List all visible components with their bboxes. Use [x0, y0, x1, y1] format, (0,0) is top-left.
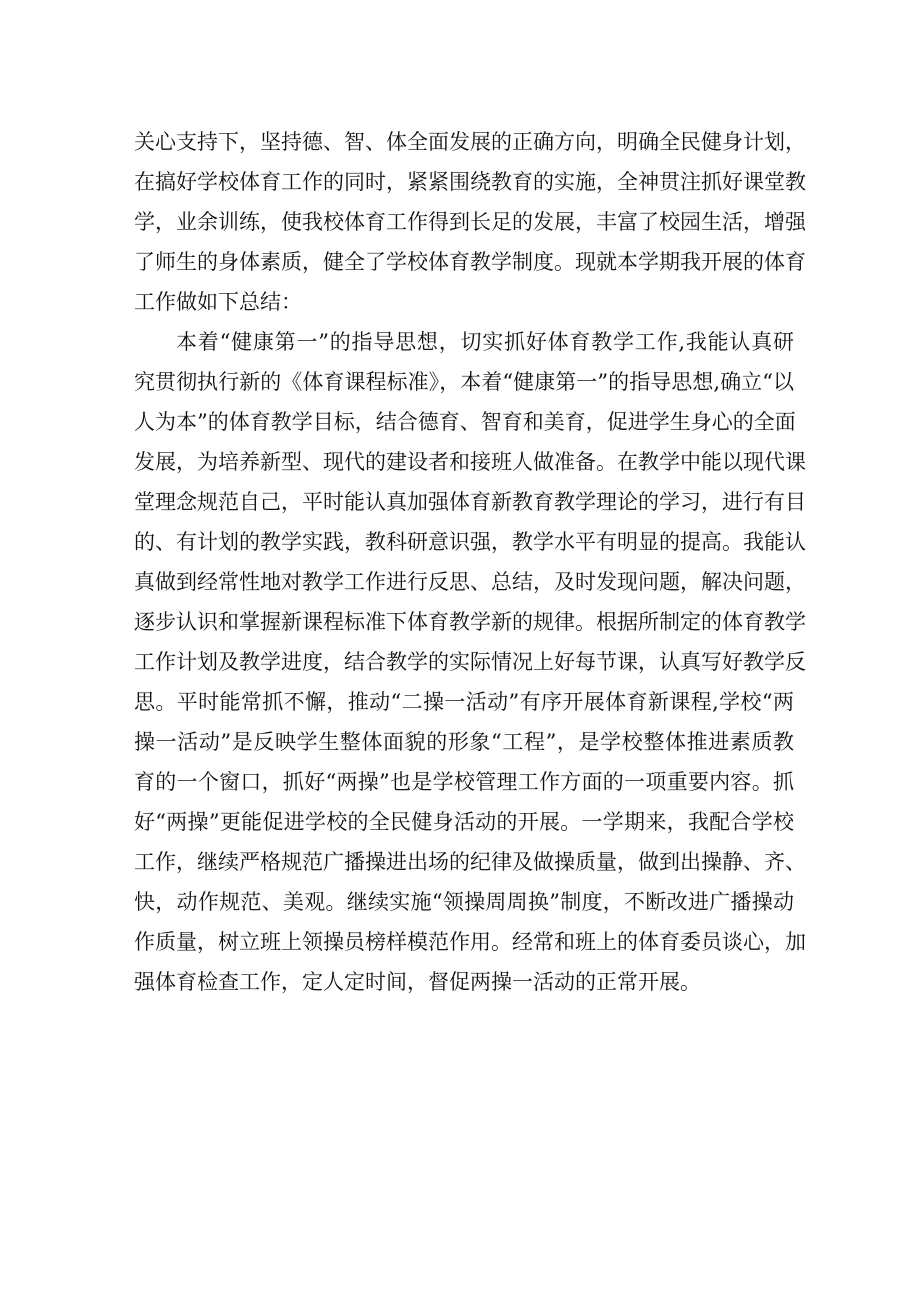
text-line: 人为本”的体育教学目标，结合德育、智育和美育，促进学生身心的全面	[134, 410, 796, 434]
text-line: 作质量，树立班上领操员榜样模范作用。经常和班上的体育委员谈心，加	[134, 930, 806, 954]
text-line: 强体育检查工作，定人定时间，督促两操一活动的正常开展。	[134, 970, 701, 994]
document-body	[134, 122, 806, 1002]
text-line: 快，动作规范、美观。继续实施“领操周周换”制度，不断改进广播操动	[134, 890, 794, 914]
text-line: 操一活动”是反映学生整体面貌的形象“工程”，是学校整体推进素质教	[134, 730, 794, 754]
text-line: 工作做如下总结：	[134, 290, 302, 314]
text-line: 发展，为培养新型、现代的建设者和接班人做准备。在教学中能以现代课	[134, 450, 806, 474]
text-line: 了师生的身体素质，健全了学校体育教学制度。现就本学期我开展的体育	[134, 250, 806, 274]
paragraph-2	[134, 322, 806, 1002]
text-line: 工作，继续严格规范广播操进出场的纪律及做操质量，做到出操静、齐、	[134, 850, 806, 874]
paragraph-1	[134, 122, 806, 322]
text-line: 本着“健康第一”的指导思想，切实抓好体育教学工作,我能认真研	[176, 330, 794, 354]
text-line: 好“两操”更能促进学校的全民健身活动的开展。一学期来，我配合学校	[134, 810, 794, 834]
text-line: 在搞好学校体育工作的同时，紧紧围绕教育的实施，全神贯注抓好课堂教	[134, 170, 806, 194]
text-line: 逐步认识和掌握新课程标准下体育教学新的规律。根据所制定的体育教学	[134, 610, 806, 634]
text-line: 思。平时能常抓不懈，推动“二操一活动”有序开展体育新课程,学校“两	[134, 690, 794, 714]
text-line: 学，业余训练，使我校体育工作得到长足的发展，丰富了校园生活，增强	[134, 210, 806, 234]
text-line: 真做到经常性地对教学工作进行反思、总结，及时发现问题，解决问题，	[134, 570, 806, 594]
text-line: 的、有计划的教学实践，教科研意识强，教学水平有明显的提高。我能认	[134, 530, 806, 554]
text-line: 育的一个窗口，抓好“两操”也是学校管理工作方面的一项重要内容。抓	[134, 770, 794, 794]
text-line: 堂理念规范自己，平时能认真加强体育新教育教学理论的学习，进行有目	[134, 490, 806, 514]
text-line: 关心支持下，坚持德、智、体全面发展的正确方向，明确全民健身计划，	[134, 130, 806, 154]
text-line: 究贯彻执行新的《体育课程标准》，本着“健康第一”的指导思想,确立“以	[134, 370, 794, 394]
text-line: 工作计划及教学进度，结合教学的实际情况上好每节课，认真写好教学反	[134, 650, 806, 674]
